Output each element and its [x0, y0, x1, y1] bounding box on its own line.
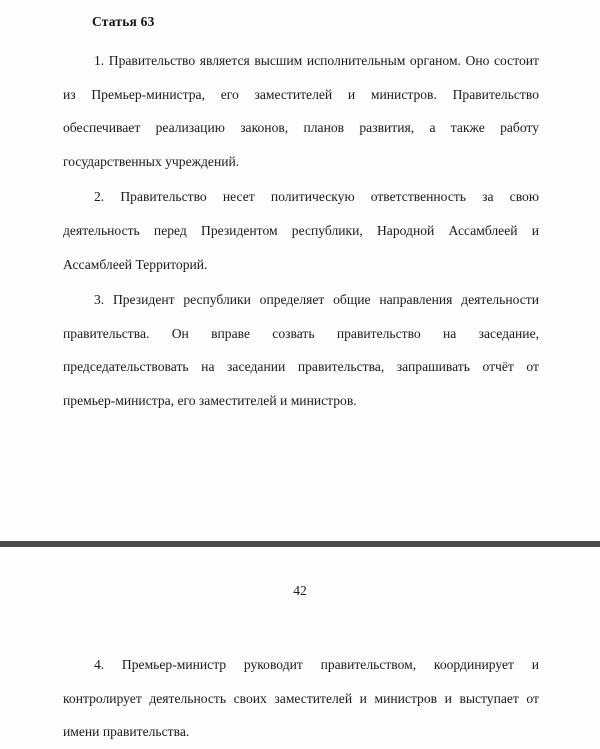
page-separator-bar [0, 541, 600, 547]
page-number: 42 [293, 583, 307, 598]
page-bottom-section [63, 648, 539, 749]
paragraph-2: 2. Правительство несет политическую ответственность за свою деятельность перед Президентом республики, Народной Ассамблеей и Ассамблеей Территорий. [63, 189, 539, 272]
paragraph-1: 1. Правительство является высшим исполнительным органом. Оно состоит из Премьер-министра, его заместителей и министров. Правительство обеспечивает реализацию законов, планов развития, а также работу государственных учреждений. [63, 53, 539, 169]
paragraph-3: 3. Президент республики определяет общие направления деятельности правительства. Он вправе созвать правительство на заседание, председательствовать на заседании правительства, запрашивать отчёт от премьер-министра, его заместителей и министров. [63, 292, 539, 408]
article-body [63, 44, 539, 418]
article-heading: Статья 63 [92, 14, 155, 29]
paragraph-4: 4. Премьер-министр руководит правительством, координирует и контролирует деятельность своих заместителей и министров и выступает от имени правительства. [63, 657, 539, 740]
